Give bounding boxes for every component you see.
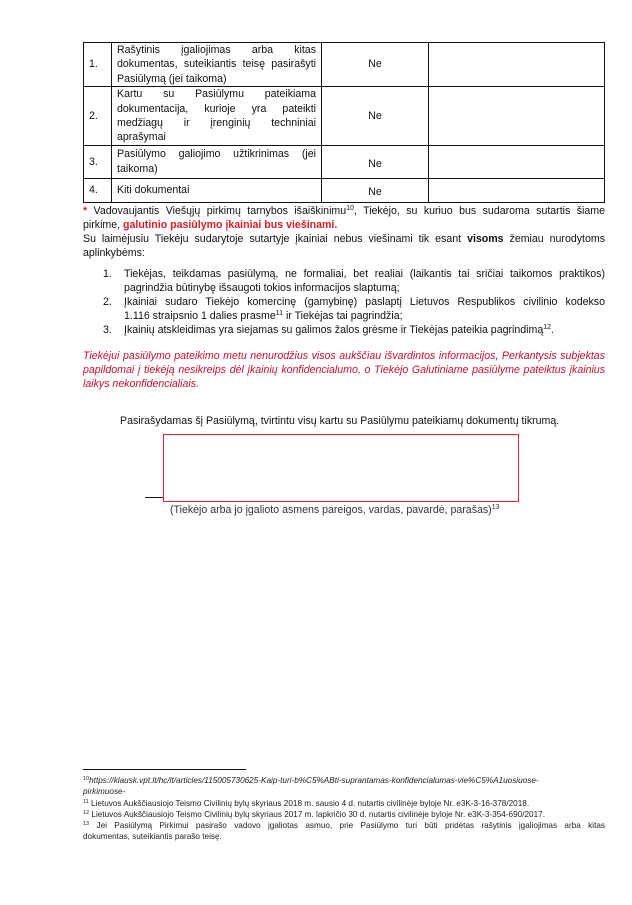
footnote [83, 775, 605, 786]
row-extra-cell [429, 178, 605, 202]
description-line: Rašytinis įgaliojimas arba kitas [117, 44, 316, 56]
list-text: Tiekėjas, teikdamas pasiūlymą, ne formaliai, bet realiai (laikantis tai sričiai taikomos praktikos) [124, 268, 605, 280]
text: žemiau nurodytoms [503, 232, 605, 245]
footnote-ref[interactable]: 12 [543, 323, 552, 331]
text: pirkime, [83, 218, 124, 231]
footnote [83, 809, 605, 820]
row-value: Ne [322, 145, 429, 178]
description-line: Pasiūlymą (jei taikoma) [117, 72, 227, 85]
description-line: medžiagų ir įrenginių techniniai [117, 117, 316, 130]
list-item [83, 296, 605, 324]
paragraph-line [83, 205, 605, 219]
footnote-link[interactable]: https://klausk.vpt.lt/hc/lt/articles/115005730625-Kaip-turi-b%C5%ABti-suprantamas-konfidencialumas-vie%C5%A1uosiuose- [89, 776, 539, 785]
text: Įkainių atskleidimas yra siejamas su galimos žalos grėsme ir Tiekėjas pateikia pagrindimą [124, 323, 544, 336]
description-line: Kartu su Pasiūlymu pateikiama [117, 88, 316, 101]
list-number: 2. [103, 295, 112, 308]
text: . [551, 323, 554, 336]
row-extra-cell [429, 43, 605, 87]
description-line: dokumentacija, kurioje yra pateikti [117, 102, 316, 115]
row-extra-cell [429, 87, 605, 146]
row-value: Ne [322, 178, 429, 202]
list-text [124, 310, 605, 324]
text: . [334, 218, 338, 231]
description-line: dokumentas, suteikiantis teisę pasirašyti [117, 58, 316, 71]
asterisk-icon: * [83, 205, 88, 217]
paragraph-line: aplinkybėms: [83, 246, 145, 259]
footnote-number: 13 [83, 821, 90, 828]
list-item [83, 324, 605, 338]
confirmation-statement: Pasirašydamas šį Pasiūlymą, tvirtintu visų kartu su Pasiūlymu pateikiamų dokumentų tikrumą. [120, 415, 560, 427]
footnote-number: 11 [83, 798, 89, 805]
row-number: 4. [84, 178, 112, 202]
text: ir Tiekėjas tai pagrindžia; [283, 309, 403, 322]
row-number: 2. [84, 87, 112, 146]
footnote-text: dokumentas, suteikiantis parašo teisę. [83, 832, 222, 842]
footnote-number: 12 [83, 809, 90, 816]
row-number: 1. [84, 43, 112, 87]
row-description [112, 145, 322, 178]
row-number: 3. [84, 145, 112, 178]
list-text [124, 324, 605, 338]
list-number: 3. [103, 323, 112, 336]
footnote-text: Jei Pasiūlymą Pirkimui pasirašo vadovo įgaliotas asmuo, prie Pasiūlymo turi būti pridėtas rašytinis įgaliojimas arba kitas [89, 821, 605, 831]
signature-caption [170, 503, 500, 517]
description-line: Kiti dokumentai [117, 184, 190, 197]
row-extra-cell [429, 145, 605, 178]
text: , Tiekėjo, su kuriuo bus sudaroma sutartis šiame [353, 205, 605, 217]
text: Vadovaujantis Viešųjų pirkimų tarnybos išaiškinimu [87, 205, 347, 217]
list-text: Įkainiai sudaro Tiekėjo komercinę (gamybinę) paslaptį Lietuvos Respublikos civilinio kodekso [124, 295, 605, 308]
footnote-text: Lietuvos Aukščiausiojo Teismo Civilinių bylų skyriaus 2018 m. sausio 4 d. nutartis civilinėje byloje Nr. e3K-3-16-378/2018. [88, 798, 530, 808]
signature-line [145, 497, 163, 498]
table-row [84, 145, 605, 178]
table-row [84, 87, 605, 146]
row-description [112, 178, 322, 202]
notice-line: papildomai į tiekėją nesikreips dėl įkainių konfidencialumo, o Tiekėjo Galutiniame pasiūlyme pateiktus įkainius [83, 364, 605, 377]
row-description [112, 87, 322, 146]
table-row [84, 43, 605, 87]
footnote-number: 10 [83, 776, 90, 782]
paragraph-line [83, 219, 605, 233]
signature-redaction-box [163, 434, 519, 502]
footnote-ref[interactable]: 13 [491, 504, 500, 511]
list-number: 1. [103, 268, 112, 280]
footnote-text: Lietuvos Aukščiausiojo Teismo Civilinių bylų skyriaus 2017 m. lapkričio 30 d. nutartis civilinėje byloje Nr. e3K-3-354-690/2017. [89, 809, 545, 819]
list-text: pagrindžia būtinybę išsaugoti tokios informacijos slaptumą; [124, 281, 400, 294]
description-line: taikoma) [117, 162, 158, 175]
description-line: aprašymai [117, 131, 166, 144]
text: Su laimėjusiu Tiekėju sudarytoje sutartyje įkainiai nebus viešinami tik esant [83, 232, 468, 245]
price-publication-paragraph [83, 205, 605, 261]
conditions-list [83, 268, 605, 338]
footnote-ref[interactable]: 10 [346, 205, 354, 212]
description-line: Pasiūlymo galiojimo užtikrinimas (jei [117, 148, 316, 161]
footnote-ref[interactable]: 11 [275, 309, 284, 317]
row-value: Ne [322, 43, 429, 87]
notice-line: laikys nekonfidencialiais. [83, 378, 200, 391]
paragraph-line [83, 233, 605, 247]
highlight-text: galutinio pasiūlymo įkainiai bus viešinami [123, 218, 335, 231]
documents-table [83, 42, 605, 203]
footnote [83, 820, 605, 831]
confidentiality-notice [83, 349, 605, 392]
list-item [83, 268, 605, 296]
emphasis-text: visoms [467, 232, 504, 245]
text: 1.116 straipsnio 1 dalies prasme [124, 309, 276, 322]
text: (Tiekėjo arba jo įgalioto asmens pareigos, vardas, pavardė, parašas) [170, 504, 492, 516]
footnote-separator [83, 769, 246, 770]
footnote [83, 798, 605, 809]
table-row [84, 178, 605, 202]
notice-line: Tiekėjui pasiūlymo pateikimo metu nenurodžius visos aukščiau išvardintos informacijos, Perkantysis subjektas [83, 350, 605, 362]
footnotes [83, 775, 605, 843]
footnote-link[interactable]: pirkimuose- [83, 787, 126, 797]
row-value: Ne [322, 87, 429, 146]
row-description [112, 43, 322, 87]
